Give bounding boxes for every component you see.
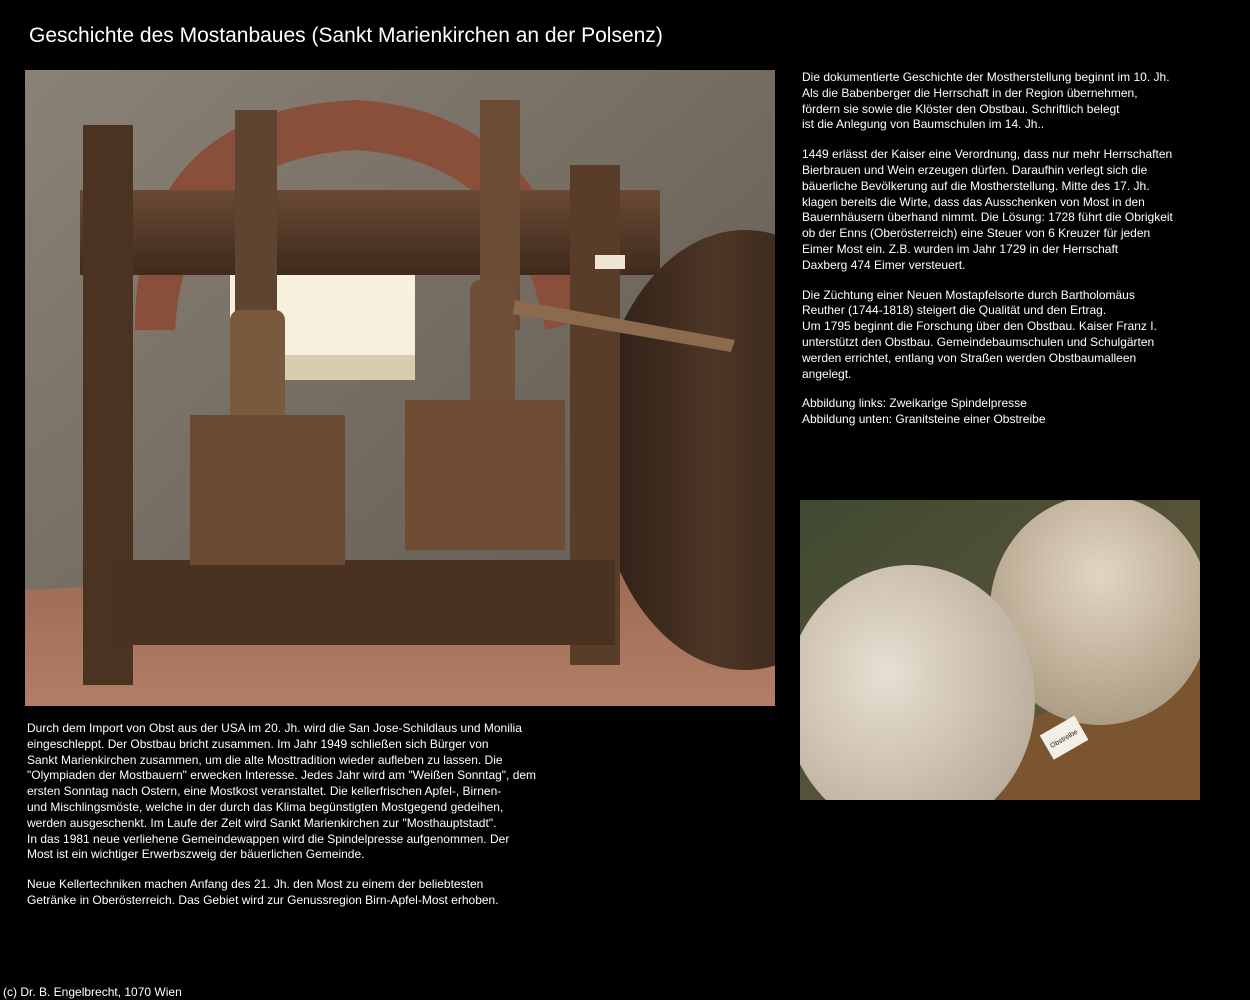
paragraph: Die Züchtung einer Neuen Mostapfelsorte durch Bartholomäus Reuther (1744-1818) steigert die Qualität und den Ertrag. Um 1795 beginnt die Forschung über den Obstbau. Kaiser Franz I. unterstützt den Obstbau. Gemeindebaumschulen und Schulgärten werden errichtet, entlang von Straßen werden Obstbaumalleen angelegt. [802, 287, 1157, 381]
image-caption: Abbildung links: Zweikarige Spindelpresse Abbildung unten: Granitsteine einer Obstreibe [802, 396, 1046, 427]
obstreibe-sign-text: Obstreibe [1049, 728, 1080, 750]
history-text-right [802, 70, 1202, 442]
spindle-press-photo [25, 70, 775, 706]
paragraph: 1449 erlässt der Kaiser eine Verordnung, dass nur mehr Herrschaften Bierbrauen und Wein erzeugen dürfen. Daraufhin verlegt sich die bäuerliche Bevölkerung auf die Mostherstellung. Mitte des 17. Jh. klagen bereits die Wirte, dass das Ausschenken von Most in den Bauernhäusern überhand nimmt. Die Lösung: 1728 führt die Obrigkeit ob der Enns (Oberösterreich) eine Steuer von 6 Kreuzer für jeden Eimer Most ein. Z.B. wurden im Jahr 1729 in der Herrschaft Daxberg 474 Eimer versteuert. [802, 147, 1173, 272]
paragraph: Die dokumentierte Geschichte der Mostherstellung beginnt im 10. Jh. Als die Babenberger die Herrschaft in der Region übernehmen, fördern sie sowie die Klöster den Obstbau. Schriftlich belegt ist die Anlegung von Baumschulen im 14. Jh.. [802, 70, 1170, 132]
paragraph: Neue Kellertechniken machen Anfang des 21. Jh. den Most zu einem der beliebtesten Getränke in Oberösterreich. Das Gebiet wird zur Genussregion Birn-Apfel-Most erhoben. [27, 877, 499, 907]
granite-millstones-photo [800, 500, 1200, 800]
history-text-bottom [27, 721, 587, 923]
page-title: Geschichte des Mostanbaues (Sankt Marienkirchen an der Polsenz) [29, 24, 663, 47]
paragraph: Durch dem Import von Obst aus der USA im 20. Jh. wird die San Jose-Schildlaus und Monilia eingeschleppt. Der Obstbau bricht zusammen. Im Jahr 1949 schließen sich Bürger von Sankt Marienkirchen zusammen, um die alte Mosttradition wieder aufleben zu lassen. Die "Olympiaden der Mostbauern" erwecken Interesse. Jedes Jahr wird am "Weißen Sonntag", dem ersten Sonntag nach Ostern, eine Mostkost veranstaltet. Die kellerfrischen Apfel-, Birnen- und Mischlingsmöste, welche in der durch das Klima begünstigten Mostgegend gedeihen, werden ausgeschenkt. Im Laufe der Zeit wird Sankt Marienkirchen zur "Mosthauptstadt". In das 1981 neue verliehene Gemeindewappen wird die Spindelpresse aufgenommen. Der Most ist ein wichtiger Erwerbszweig der bäuerlichen Gemeinde. [27, 721, 537, 862]
copyright-footer: (c) Dr. B. Engelbrecht, 1070 Wien [3, 985, 182, 999]
